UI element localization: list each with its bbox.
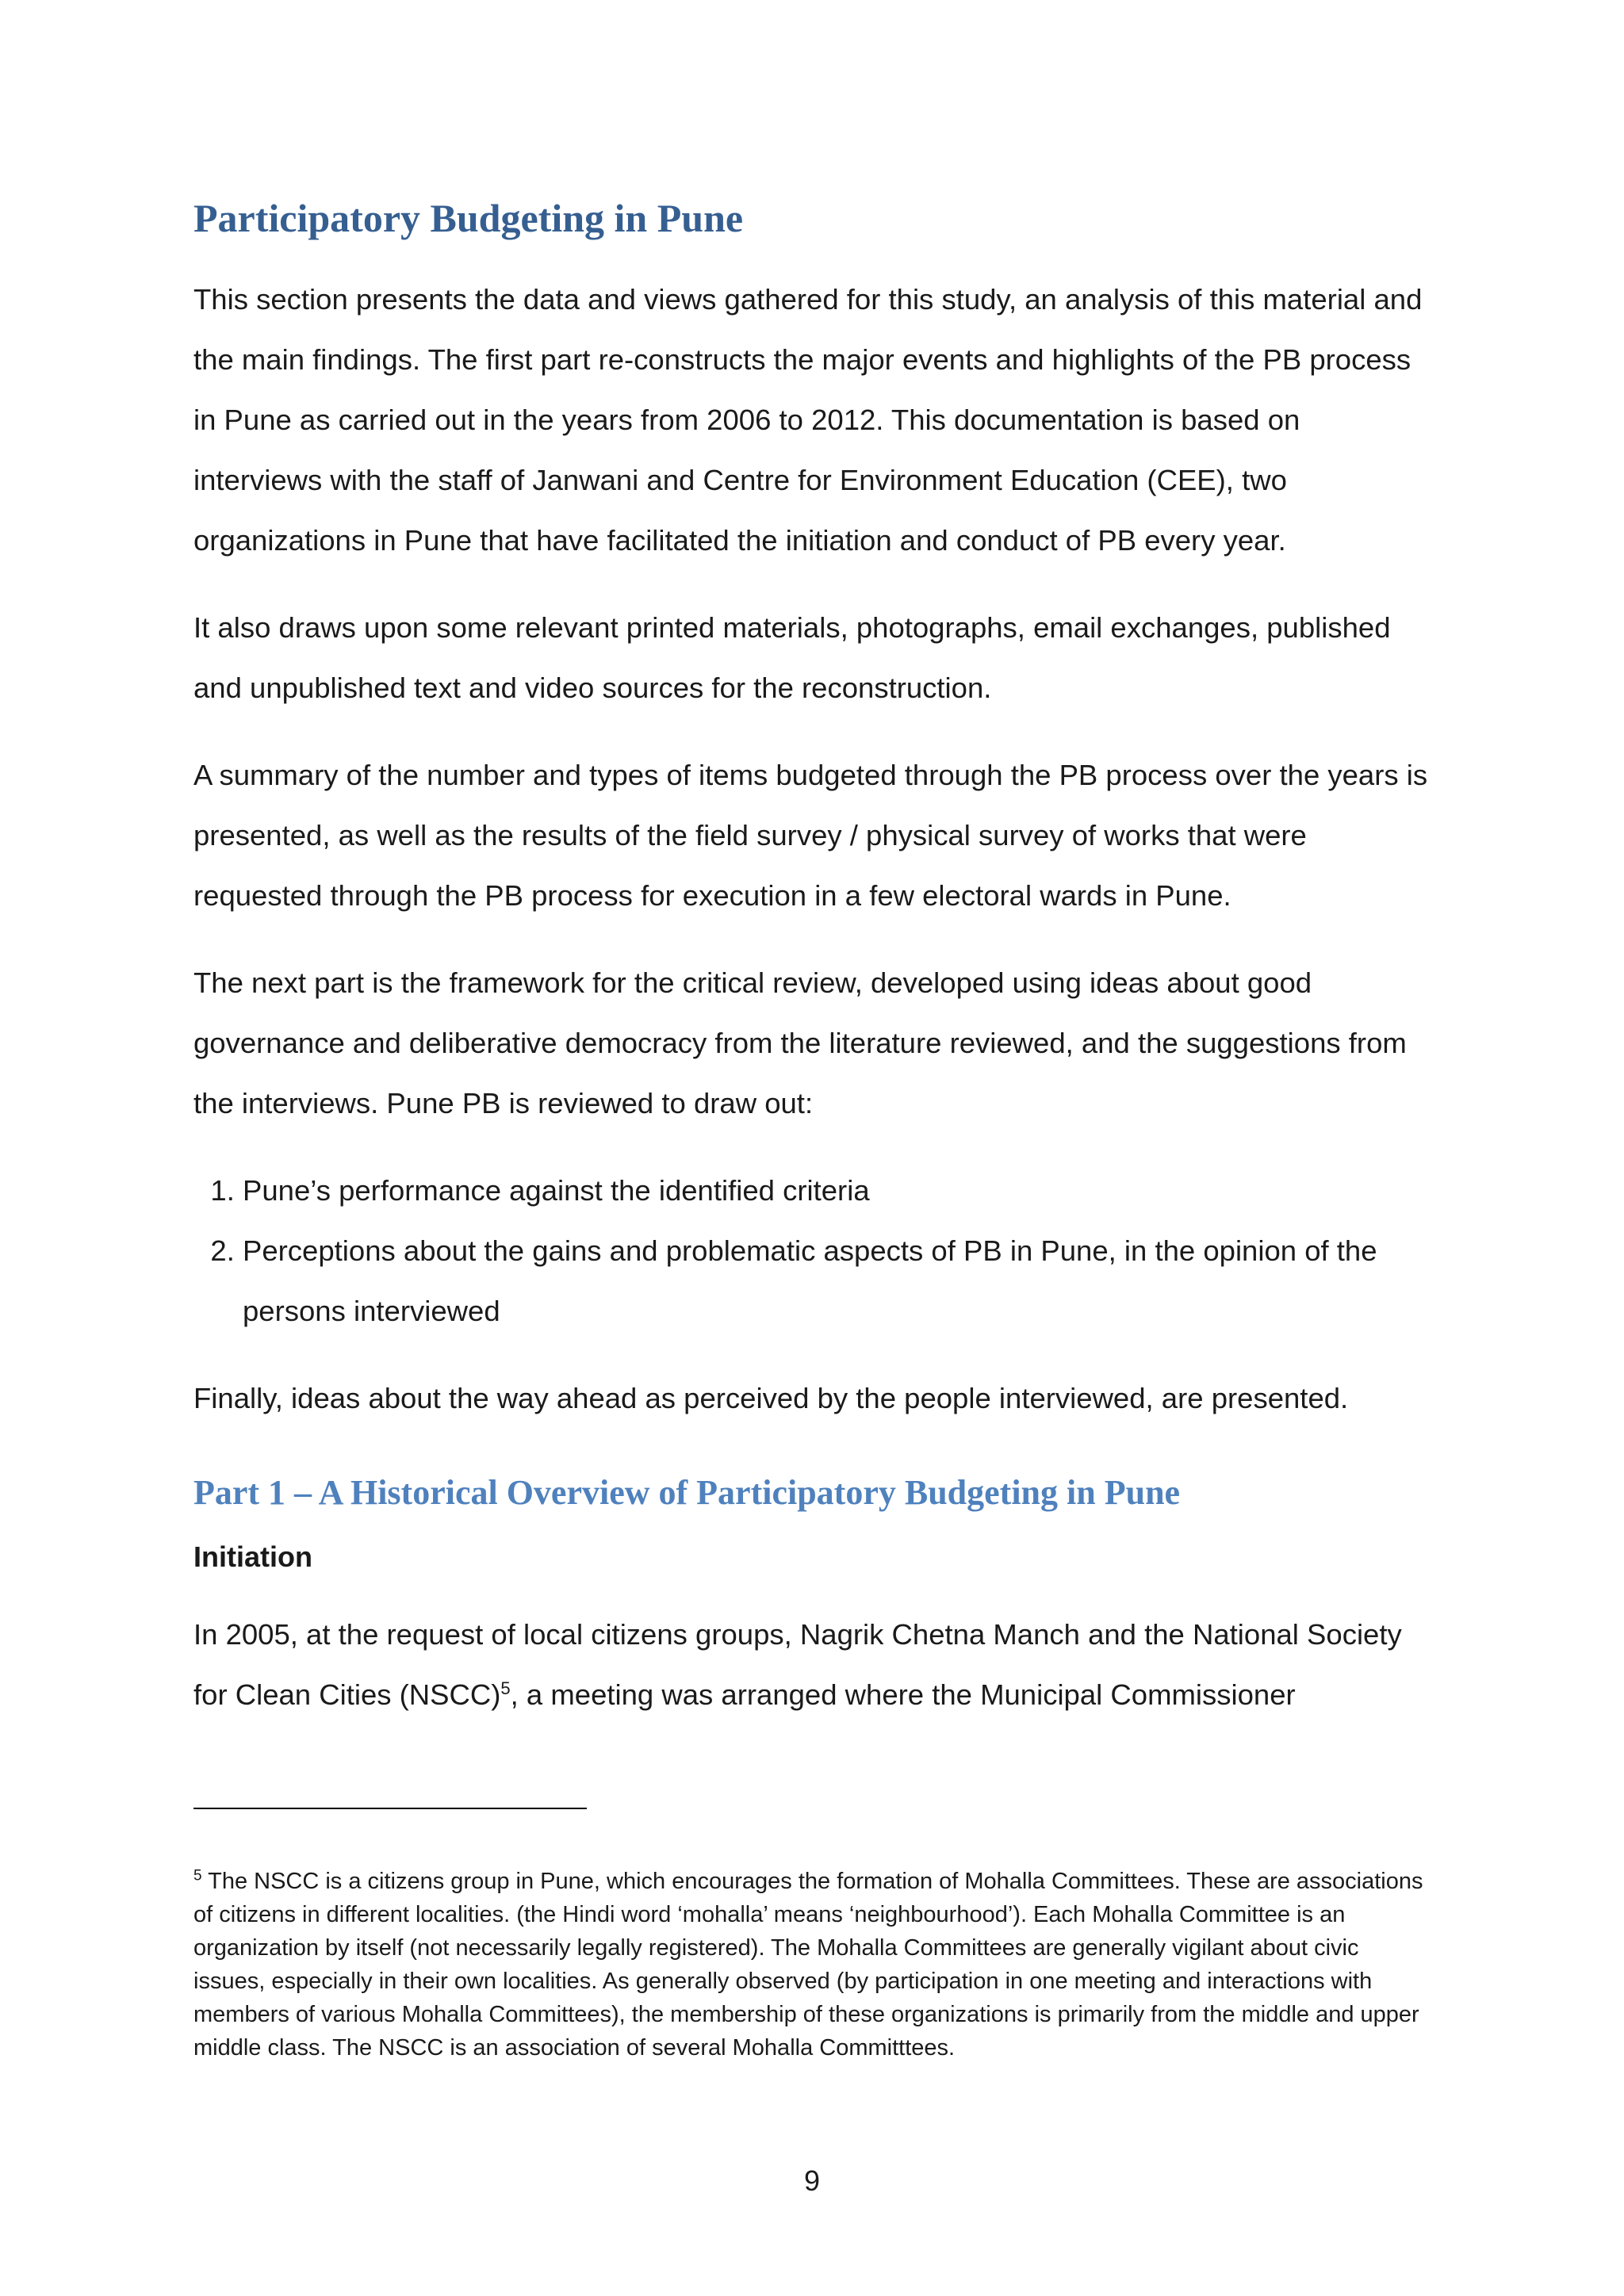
paragraph-intro: This section presents the data and views gathered for this study, an analysis of this material and the main findings. The first part re-constructs the major events and highlights of the PB process in Pune as carried out in the years from 2006 to 2012. This documentation is based on interviews with the staff of Janwani and Centre for Environment Education (CEE), two organizations in Pune that have facilitated the initiation and conduct of PB every year. xyxy=(193,283,1423,557)
initiation-text-end: , a meeting was arranged where the Municipal Commissioner xyxy=(510,1678,1296,1711)
main-content xyxy=(193,190,1431,1752)
paragraph-initiation xyxy=(193,1605,1431,1725)
paragraph-framework: The next part is the framework for the critical review, developed using ideas about good governance and deliberative democracy from the literature reviewed, and the suggestions from the interviews. Pune PB is reviewed to draw out: xyxy=(193,966,1407,1119)
footnote-separator xyxy=(193,1808,587,1809)
part1-title: Part 1 – A Historical Overview of Participatory Budgeting in Pune xyxy=(193,1473,1181,1512)
page-number: 9 xyxy=(803,2164,821,2197)
footnote-text: The NSCC is a citizens group in Pune, which encourages the formation of Mohalla Committees. These are associations of citizens in different localities. (the Hindi word ‘mohalla’ means ‘neighbourhood’). Each Mohalla Committee is an organization by itself (not necessarily legally registered). The Mohalla Committees are generally vigilant about civic issues, especially in their own localities. As generally observed (by participation in one meeting and interactions with members of various Mohalla Committees), the membership of these organizations is primarily from the middle and upper middle class. The NSCC is an association of several Mohalla Committtees. xyxy=(193,1869,1423,2061)
initiation-subheading: Initiation xyxy=(193,1540,312,1573)
paragraph-closing: Finally, ideas about the way ahead as perceived by the people interviewed, are presented. xyxy=(193,1382,1349,1414)
paragraph-sources: It also draws upon some relevant printed materials, photographs, email exchanges, published and unpublished text and video sources for the reconstruction. xyxy=(193,611,1391,704)
review-criteria-list xyxy=(193,1161,1431,1341)
paragraph-summary: A summary of the number and types of items budgeted through the PB process over the years is presented, as well as the results of the field survey / physical survey of works that were requested through the PB process for execution in a few electoral wards in Pune. xyxy=(193,759,1428,912)
initiation-text-start: In 2005, at the request of local citizens groups, Nagrik Chetna Manch and the National Society for Clean Cities (NSCC) xyxy=(193,1618,1402,1711)
footnote-number: 5 xyxy=(193,1867,202,1885)
section-title: Participatory Budgeting in Pune xyxy=(193,196,744,240)
footnote-reference[interactable]: 5 xyxy=(500,1678,511,1698)
list-item: 2. Perceptions about the gains and problematic aspects of PB in Pune, in the opinion of the persons interviewed xyxy=(243,1221,1431,1341)
list-item: 1. Pune’s performance against the identified criteria xyxy=(243,1161,1431,1221)
footnote xyxy=(193,1865,1431,2064)
